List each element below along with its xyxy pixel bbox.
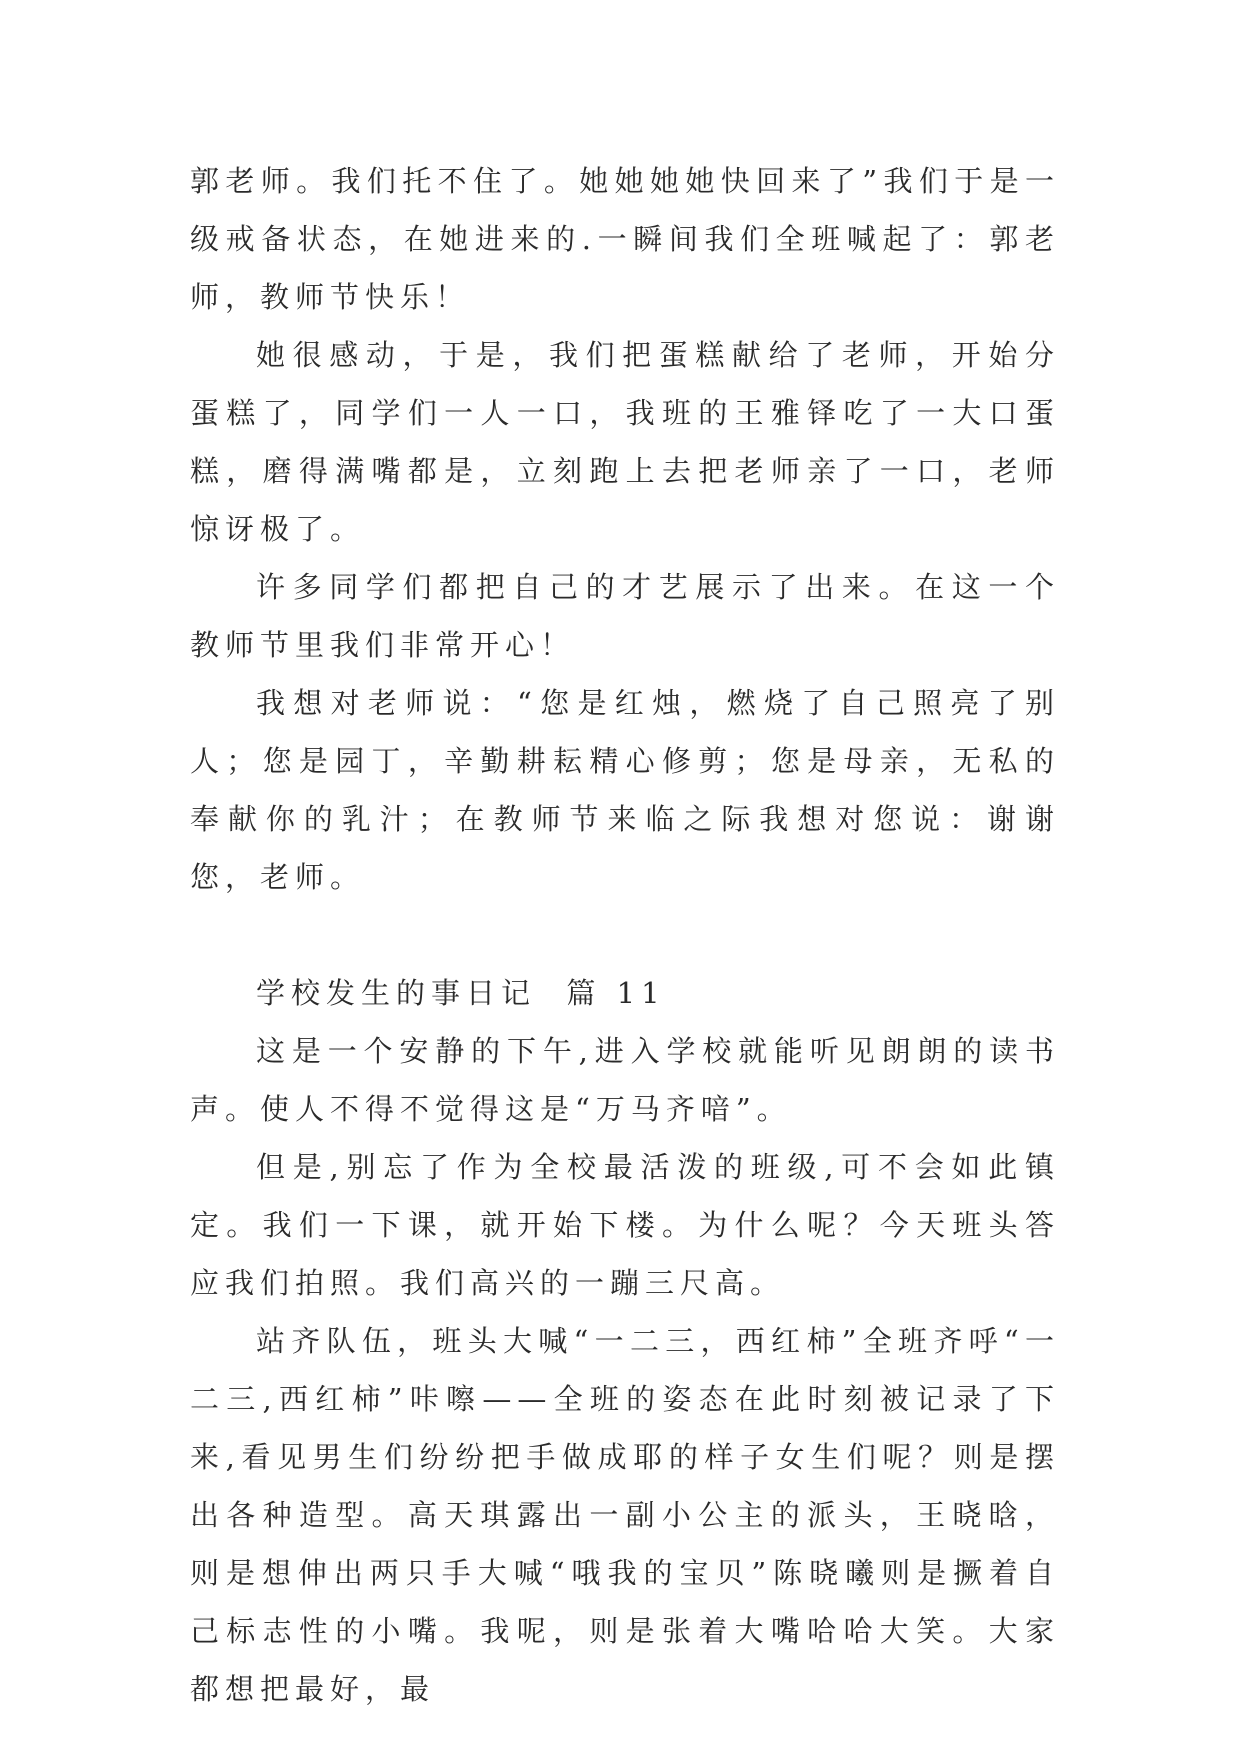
paragraph: 但是,别忘了作为全校最活泼的班级,可不会如此镇定。我们一下课，就开始下楼。为什么呢？今天班头答应我们拍照。我们高兴的一蹦三尺高。 (190, 1150, 1060, 1300)
paragraph: 站齐队伍，班头大喊“一二三，西红柿”全班齐呼“一二三,西红柿”咔嚓——全班的姿态在此时刻被记录了下来,看见男生们纷纷把手做成耶的样子女生们呢？则是摆出各种造型。高天琪露出一副小公主的派头，王晓晗，则是想伸出两只手大喊“哦我的宝贝”陈晓曦则是撅着自己标志性的小嘴。我呢，则是张着大嘴哈哈大笑。大家都想把最好，最 (190, 1324, 1060, 1706)
section-title: 学校发生的事日记 篇 11 (256, 976, 666, 1010)
paragraph: 郭老师。我们托不住了。她她她她快回来了”我们于是一级戒备状态，在她进来的.一瞬间我们全班喊起了：郭老师，教师节快乐！ (190, 164, 1060, 314)
paragraph-gap (190, 906, 1060, 964)
paragraph: 我想对老师说：“您是红烛，燃烧了自己照亮了别人；您是园丁，辛勤耕耘精心修剪；您是母亲，无私的奉献你的乳汁；在教师节来临之际我想对您说：谢谢您，老师。 (190, 686, 1060, 894)
paragraph: 这是一个安静的下午,进入学校就能听见朗朗的读书声。使人不得不觉得这是“万马齐喑”。 (190, 1034, 1060, 1126)
paragraph: 她很感动，于是，我们把蛋糕献给了老师，开始分蛋糕了，同学们一人一口，我班的王雅铎吃了一大口蛋糕，磨得满嘴都是，立刻跑上去把老师亲了一口，老师惊讶极了。 (190, 338, 1060, 546)
paragraph: 许多同学们都把自己的才艺展示了出来。在这一个教师节里我们非常开心！ (190, 570, 1060, 662)
document-body (190, 152, 1060, 1718)
